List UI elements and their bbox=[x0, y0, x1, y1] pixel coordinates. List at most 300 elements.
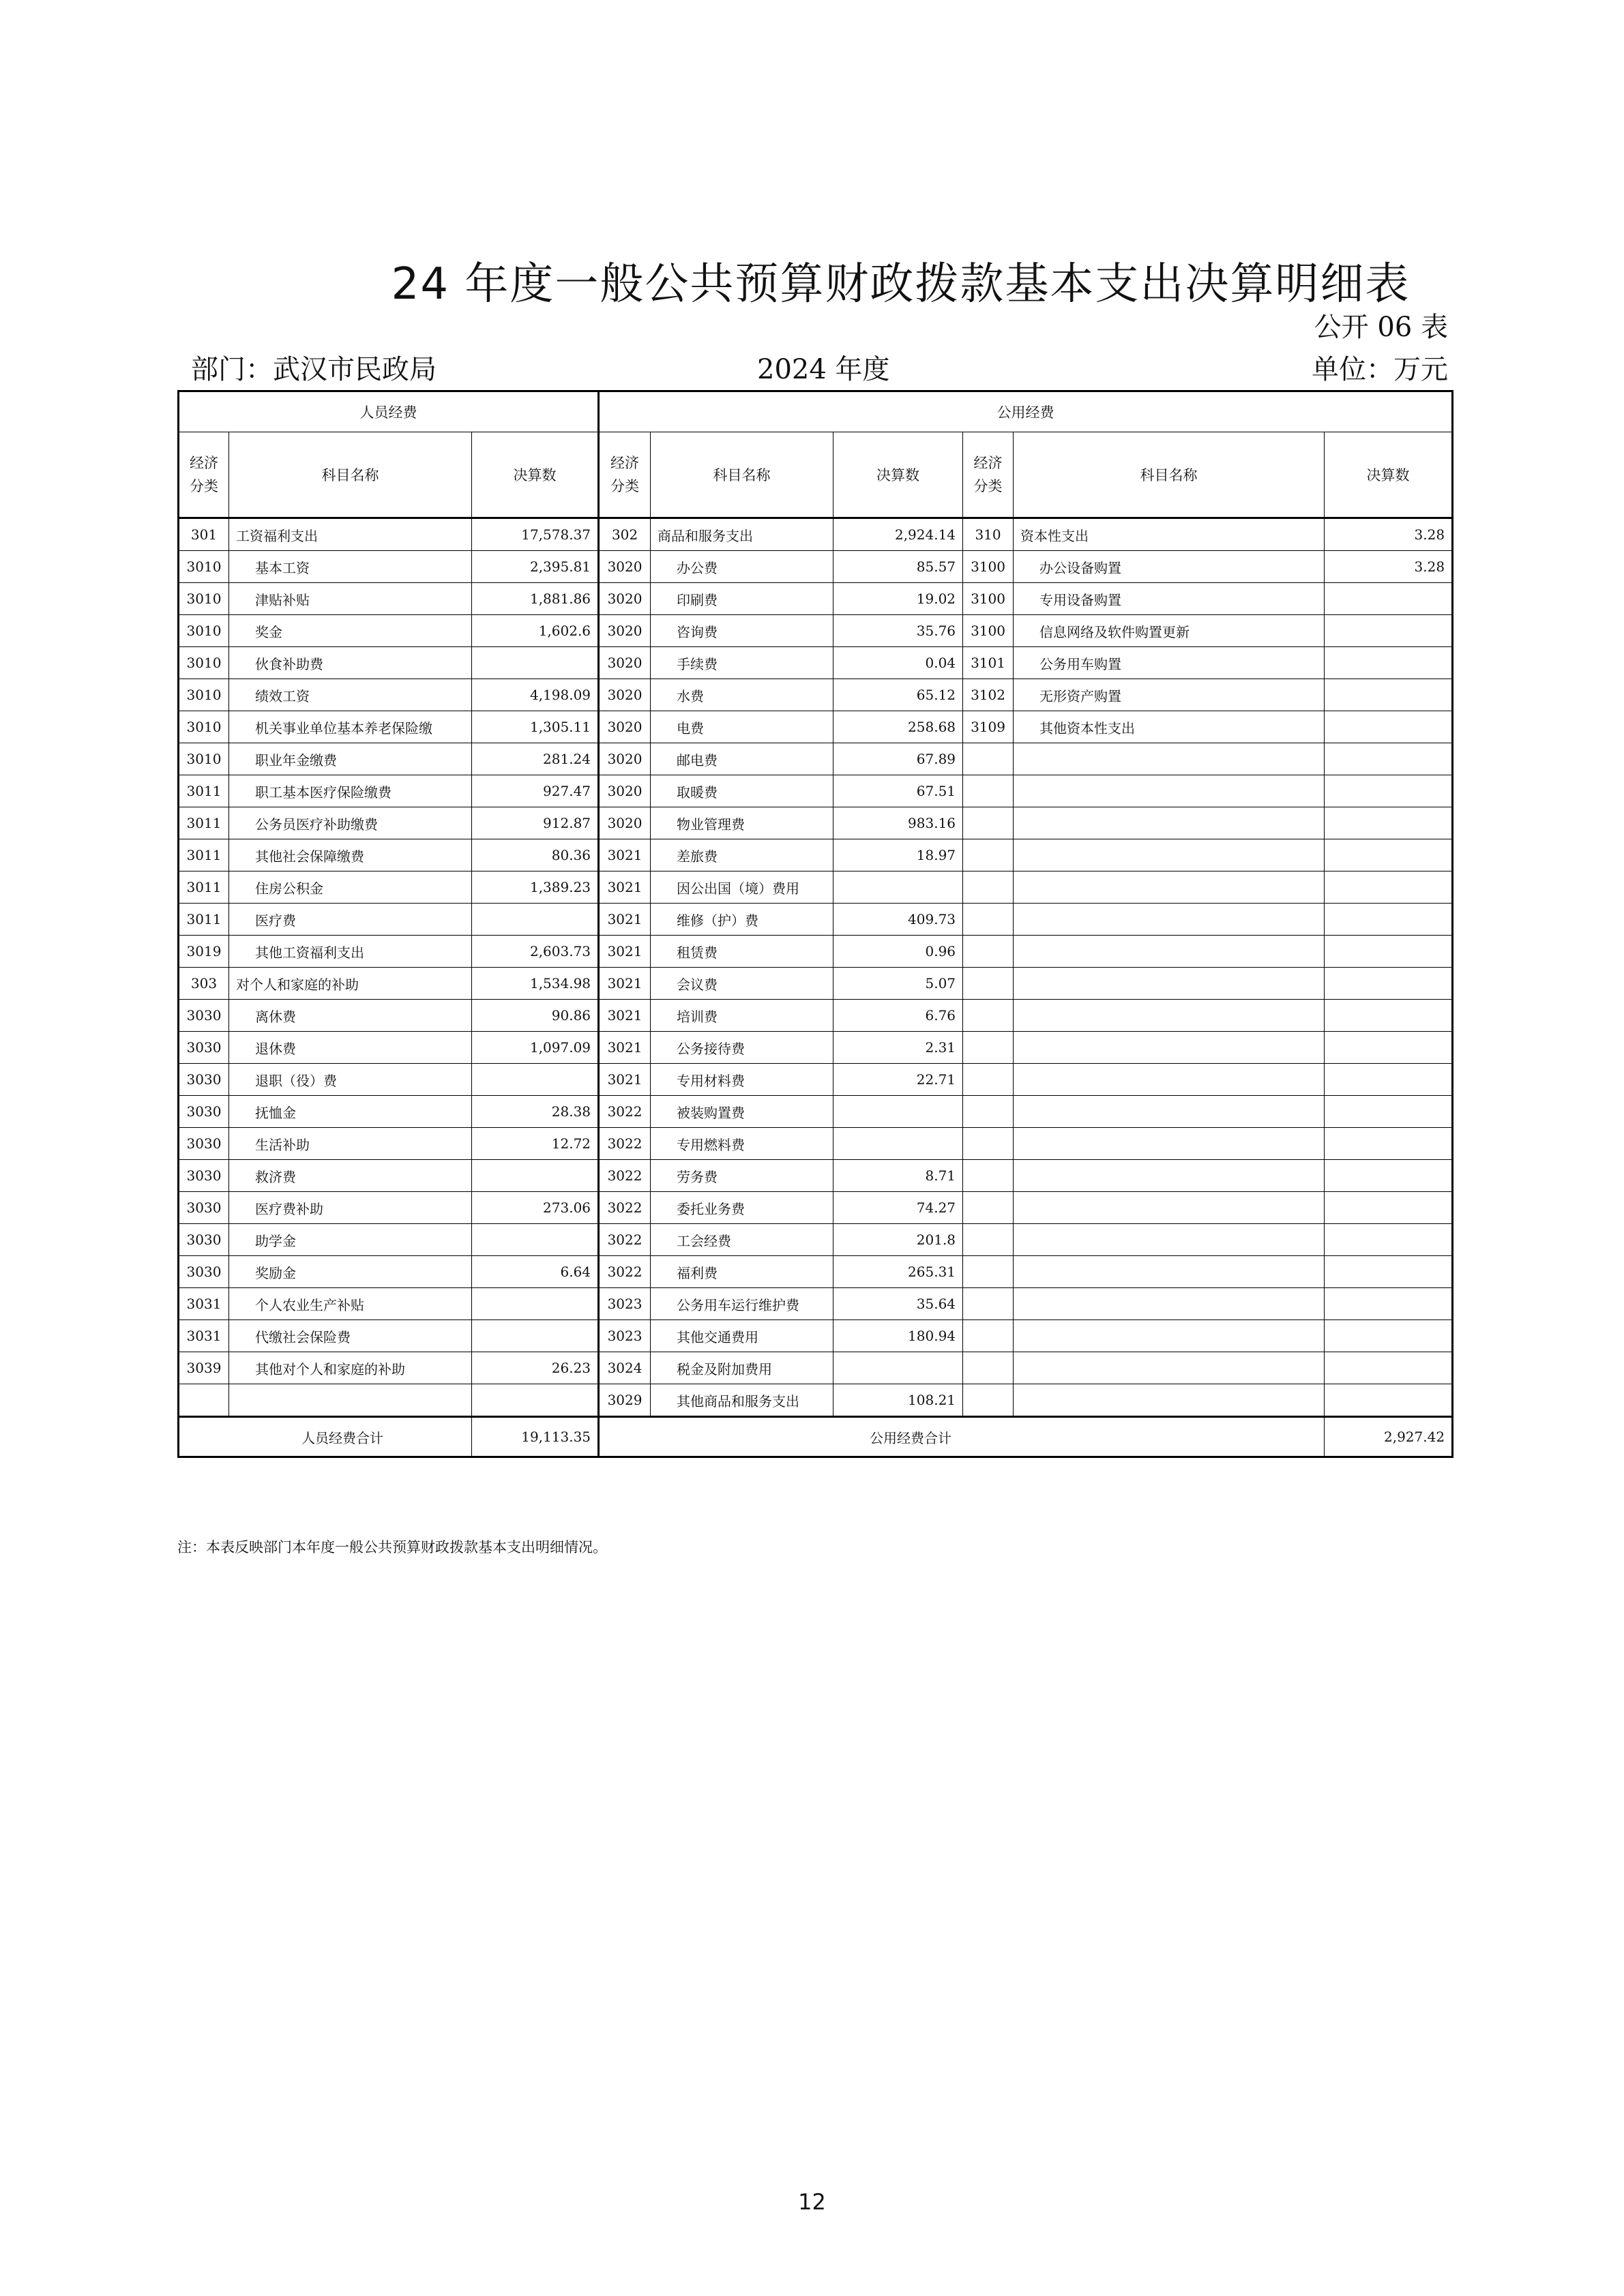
personnel-class-cell: 3030 bbox=[179, 1064, 229, 1096]
public-amount-cell: 201.8 bbox=[833, 1224, 963, 1256]
public-amount-cell: 2.31 bbox=[833, 1032, 963, 1064]
public-amount-cell: 18.97 bbox=[833, 839, 963, 871]
public-class-cell: 3020 bbox=[599, 711, 651, 743]
capital-amount-cell bbox=[1325, 871, 1453, 904]
public-class-cell: 3020 bbox=[599, 743, 651, 775]
unit-label: 单位：万元 bbox=[1312, 354, 1448, 385]
personnel-item-cell: 机关事业单位基本养老保险缴 bbox=[229, 711, 472, 743]
col-header-item: 科目名称 bbox=[651, 432, 833, 518]
table-code: 公开 06 表 bbox=[1314, 312, 1448, 343]
capital-class-cell bbox=[963, 1160, 1014, 1192]
personnel-amount-cell bbox=[472, 1160, 599, 1192]
table-row bbox=[179, 1032, 1453, 1064]
capital-amount-cell bbox=[1325, 839, 1453, 871]
capital-class-cell bbox=[963, 1320, 1014, 1352]
table-row bbox=[179, 1192, 1453, 1224]
capital-class-cell bbox=[963, 1352, 1014, 1384]
public-item-cell: 商品和服务支出 bbox=[651, 518, 833, 551]
capital-class-cell: 3100 bbox=[963, 583, 1014, 615]
capital-amount-cell bbox=[1325, 1256, 1453, 1288]
public-amount-cell: 5.07 bbox=[833, 968, 963, 1000]
capital-amount-cell bbox=[1325, 1192, 1453, 1224]
col-header-amount: 决算数 bbox=[472, 432, 599, 518]
personnel-amount-cell bbox=[472, 904, 599, 936]
capital-class-cell bbox=[963, 1000, 1014, 1032]
public-class-cell: 3020 bbox=[599, 775, 651, 807]
public-item-cell: 咨询费 bbox=[651, 615, 833, 647]
public-class-cell: 3021 bbox=[599, 1064, 651, 1096]
capital-class-cell: 3100 bbox=[963, 615, 1014, 647]
public-item-cell: 差旅费 bbox=[651, 839, 833, 871]
personnel-class-cell: 3010 bbox=[179, 711, 229, 743]
capital-amount-cell bbox=[1325, 615, 1453, 647]
capital-amount-cell bbox=[1325, 583, 1453, 615]
capital-item-cell: 公务用车购置 bbox=[1014, 647, 1325, 679]
capital-amount-cell bbox=[1325, 1320, 1453, 1352]
public-amount-cell bbox=[833, 1128, 963, 1160]
capital-item-cell bbox=[1014, 807, 1325, 839]
public-class-cell: 3023 bbox=[599, 1288, 651, 1320]
capital-class-cell bbox=[963, 1032, 1014, 1064]
public-item-cell: 手续费 bbox=[651, 647, 833, 679]
public-amount-cell: 65.12 bbox=[833, 679, 963, 711]
public-class-cell: 3024 bbox=[599, 1352, 651, 1384]
public-item-cell: 物业管理费 bbox=[651, 807, 833, 839]
personnel-class-cell bbox=[179, 1384, 229, 1417]
personnel-item-cell: 医疗费补助 bbox=[229, 1192, 472, 1224]
personnel-item-cell: 个人农业生产补贴 bbox=[229, 1288, 472, 1320]
public-class-cell: 3021 bbox=[599, 1000, 651, 1032]
personnel-class-cell: 3010 bbox=[179, 551, 229, 583]
personnel-class-cell: 3011 bbox=[179, 775, 229, 807]
col-header-class: 经济 分类 bbox=[179, 432, 229, 518]
capital-amount-cell bbox=[1325, 904, 1453, 936]
capital-amount-cell bbox=[1325, 1352, 1453, 1384]
personnel-item-cell: 退职（役）费 bbox=[229, 1064, 472, 1096]
public-class-cell: 3020 bbox=[599, 807, 651, 839]
public-item-cell: 因公出国（境）费用 bbox=[651, 871, 833, 904]
capital-class-cell: 3109 bbox=[963, 711, 1014, 743]
personnel-item-cell: 伙食补助费 bbox=[229, 647, 472, 679]
capital-item-cell bbox=[1014, 936, 1325, 968]
table-row bbox=[179, 1000, 1453, 1032]
public-amount-cell: 35.76 bbox=[833, 615, 963, 647]
personnel-amount-cell: 912.87 bbox=[472, 807, 599, 839]
personnel-class-cell: 3011 bbox=[179, 871, 229, 904]
public-amount-cell: 180.94 bbox=[833, 1320, 963, 1352]
public-item-cell: 专用燃料费 bbox=[651, 1128, 833, 1160]
capital-item-cell bbox=[1014, 968, 1325, 1000]
public-class-cell: 3021 bbox=[599, 904, 651, 936]
personnel-item-cell: 住房公积金 bbox=[229, 871, 472, 904]
personnel-item-cell: 生活补助 bbox=[229, 1128, 472, 1160]
public-item-cell: 维修（护）费 bbox=[651, 904, 833, 936]
personnel-class-cell: 3011 bbox=[179, 904, 229, 936]
public-item-cell: 会议费 bbox=[651, 968, 833, 1000]
table-row bbox=[179, 904, 1453, 936]
personnel-amount-cell bbox=[472, 647, 599, 679]
capital-class-cell bbox=[963, 1256, 1014, 1288]
table-row bbox=[179, 1096, 1453, 1128]
page-number: 12 bbox=[798, 2189, 826, 2215]
capital-item-cell bbox=[1014, 871, 1325, 904]
public-class-cell: 3021 bbox=[599, 936, 651, 968]
public-class-cell: 3022 bbox=[599, 1192, 651, 1224]
personnel-amount-cell bbox=[472, 1064, 599, 1096]
personnel-amount-cell bbox=[472, 1224, 599, 1256]
public-class-cell: 3022 bbox=[599, 1128, 651, 1160]
public-item-cell: 培训费 bbox=[651, 1000, 833, 1032]
capital-item-cell: 专用设备购置 bbox=[1014, 583, 1325, 615]
public-class-cell: 3022 bbox=[599, 1096, 651, 1128]
table-row bbox=[179, 518, 1453, 551]
public-item-cell: 被装购置费 bbox=[651, 1096, 833, 1128]
public-class-cell: 3023 bbox=[599, 1320, 651, 1352]
public-item-cell: 劳务费 bbox=[651, 1160, 833, 1192]
personnel-item-cell: 职业年金缴费 bbox=[229, 743, 472, 775]
table-row bbox=[179, 1128, 1453, 1160]
capital-item-cell bbox=[1014, 1160, 1325, 1192]
capital-item-cell bbox=[1014, 1000, 1325, 1032]
capital-class-cell: 3100 bbox=[963, 551, 1014, 583]
capital-class-cell bbox=[963, 839, 1014, 871]
personnel-class-cell: 3011 bbox=[179, 807, 229, 839]
capital-class-cell: 3102 bbox=[963, 679, 1014, 711]
personnel-item-cell: 其他对个人和家庭的补助 bbox=[229, 1352, 472, 1384]
capital-item-cell bbox=[1014, 1192, 1325, 1224]
public-item-cell: 其他交通费用 bbox=[651, 1320, 833, 1352]
public-item-cell: 福利费 bbox=[651, 1256, 833, 1288]
page-title: 24 年度一般公共预算财政拨款基本支出决算明细表 bbox=[391, 259, 1411, 310]
personnel-total-value: 19,113.35 bbox=[472, 1417, 599, 1457]
personnel-item-cell: 奖金 bbox=[229, 615, 472, 647]
public-amount-cell: 0.04 bbox=[833, 647, 963, 679]
table-row bbox=[179, 647, 1453, 679]
personnel-amount-cell: 1,097.09 bbox=[472, 1032, 599, 1064]
table-row bbox=[179, 1256, 1453, 1288]
personnel-item-cell: 基本工资 bbox=[229, 551, 472, 583]
capital-amount-cell bbox=[1325, 679, 1453, 711]
table-row bbox=[179, 839, 1453, 871]
public-class-cell: 302 bbox=[599, 518, 651, 551]
capital-class-cell bbox=[963, 775, 1014, 807]
capital-amount-cell bbox=[1325, 1224, 1453, 1256]
public-item-cell: 租赁费 bbox=[651, 936, 833, 968]
capital-item-cell bbox=[1014, 1064, 1325, 1096]
capital-item-cell bbox=[1014, 1256, 1325, 1288]
capital-amount-cell bbox=[1325, 1064, 1453, 1096]
capital-item-cell: 无形资产购置 bbox=[1014, 679, 1325, 711]
capital-class-cell bbox=[963, 1384, 1014, 1417]
public-class-cell: 3021 bbox=[599, 1032, 651, 1064]
public-amount-cell: 67.51 bbox=[833, 775, 963, 807]
capital-class-cell: 310 bbox=[963, 518, 1014, 551]
public-amount-cell: 265.31 bbox=[833, 1256, 963, 1288]
personnel-amount-cell bbox=[472, 1288, 599, 1320]
personnel-class-cell: 3010 bbox=[179, 743, 229, 775]
personnel-class-cell: 3031 bbox=[179, 1320, 229, 1352]
personnel-class-cell: 3030 bbox=[179, 1160, 229, 1192]
public-item-cell: 委托业务费 bbox=[651, 1192, 833, 1224]
capital-item-cell bbox=[1014, 1384, 1325, 1417]
personnel-class-cell: 3030 bbox=[179, 1192, 229, 1224]
public-item-cell: 水费 bbox=[651, 679, 833, 711]
public-amount-cell: 2,924.14 bbox=[833, 518, 963, 551]
personnel-class-cell: 3039 bbox=[179, 1352, 229, 1384]
personnel-amount-cell: 80.36 bbox=[472, 839, 599, 871]
capital-item-cell bbox=[1014, 775, 1325, 807]
personnel-amount-cell: 6.64 bbox=[472, 1256, 599, 1288]
col-header-amount: 决算数 bbox=[1325, 432, 1453, 518]
capital-amount-cell bbox=[1325, 647, 1453, 679]
capital-item-cell: 办公设备购置 bbox=[1014, 551, 1325, 583]
capital-amount-cell bbox=[1325, 1288, 1453, 1320]
table-row bbox=[179, 936, 1453, 968]
year-label: 2024 年度 bbox=[757, 354, 890, 385]
capital-class-cell bbox=[963, 1288, 1014, 1320]
table-row bbox=[179, 775, 1453, 807]
public-amount-cell bbox=[833, 1352, 963, 1384]
capital-class-cell bbox=[963, 807, 1014, 839]
public-class-cell: 3020 bbox=[599, 647, 651, 679]
capital-class-cell bbox=[963, 871, 1014, 904]
personnel-class-cell: 301 bbox=[179, 518, 229, 551]
public-amount-cell: 22.71 bbox=[833, 1064, 963, 1096]
capital-amount-cell bbox=[1325, 968, 1453, 1000]
personnel-class-cell: 3030 bbox=[179, 1256, 229, 1288]
public-amount-cell: 108.21 bbox=[833, 1384, 963, 1417]
capital-amount-cell bbox=[1325, 1032, 1453, 1064]
personnel-class-cell: 3019 bbox=[179, 936, 229, 968]
capital-amount-cell bbox=[1325, 936, 1453, 968]
public-class-cell: 3020 bbox=[599, 583, 651, 615]
public-amount-cell: 67.89 bbox=[833, 743, 963, 775]
public-item-cell: 公务用车运行维护费 bbox=[651, 1288, 833, 1320]
public-class-cell: 3022 bbox=[599, 1256, 651, 1288]
capital-item-cell bbox=[1014, 1224, 1325, 1256]
capital-class-cell bbox=[963, 1224, 1014, 1256]
capital-class-cell bbox=[963, 1128, 1014, 1160]
col-header-item: 科目名称 bbox=[1014, 432, 1325, 518]
capital-item-cell: 信息网络及软件购置更新 bbox=[1014, 615, 1325, 647]
public-amount-cell: 19.02 bbox=[833, 583, 963, 615]
personnel-class-cell: 3011 bbox=[179, 839, 229, 871]
expenditure-table bbox=[177, 390, 1453, 1458]
capital-item-cell bbox=[1014, 1320, 1325, 1352]
personnel-class-cell: 3010 bbox=[179, 647, 229, 679]
table-row bbox=[179, 1384, 1453, 1417]
table-row bbox=[179, 1160, 1453, 1192]
public-amount-cell: 6.76 bbox=[833, 1000, 963, 1032]
col-header-class: 经济 分类 bbox=[963, 432, 1014, 518]
personnel-amount-cell: 281.24 bbox=[472, 743, 599, 775]
col-header-item: 科目名称 bbox=[229, 432, 472, 518]
personnel-class-cell: 3010 bbox=[179, 583, 229, 615]
personnel-class-cell: 3031 bbox=[179, 1288, 229, 1320]
personnel-amount-cell: 4,198.09 bbox=[472, 679, 599, 711]
table-row bbox=[179, 1288, 1453, 1320]
personnel-item-cell: 其他工资福利支出 bbox=[229, 936, 472, 968]
table-row bbox=[179, 871, 1453, 904]
capital-amount-cell bbox=[1325, 1000, 1453, 1032]
capital-class-cell: 3101 bbox=[963, 647, 1014, 679]
capital-class-cell bbox=[963, 1096, 1014, 1128]
public-amount-cell bbox=[833, 871, 963, 904]
public-item-cell: 电费 bbox=[651, 711, 833, 743]
public-item-cell: 邮电费 bbox=[651, 743, 833, 775]
personnel-amount-cell: 12.72 bbox=[472, 1128, 599, 1160]
public-item-cell: 其他商品和服务支出 bbox=[651, 1384, 833, 1417]
capital-item-cell bbox=[1014, 1352, 1325, 1384]
table-row bbox=[179, 1064, 1453, 1096]
capital-class-cell bbox=[963, 968, 1014, 1000]
personnel-class-cell: 3030 bbox=[179, 1224, 229, 1256]
personnel-item-cell: 救济费 bbox=[229, 1160, 472, 1192]
public-amount-cell: 983.16 bbox=[833, 807, 963, 839]
public-item-cell: 专用材料费 bbox=[651, 1064, 833, 1096]
capital-item-cell: 其他资本性支出 bbox=[1014, 711, 1325, 743]
capital-class-cell bbox=[963, 743, 1014, 775]
table-row bbox=[179, 1224, 1453, 1256]
col-header-amount: 决算数 bbox=[833, 432, 963, 518]
personnel-amount-cell: 1,602.6 bbox=[472, 615, 599, 647]
capital-item-cell bbox=[1014, 904, 1325, 936]
capital-amount-cell: 3.28 bbox=[1325, 551, 1453, 583]
public-item-cell: 税金及附加费用 bbox=[651, 1352, 833, 1384]
footnote: 注：本表反映部门本年度一般公共预算财政拨款基本支出明细情况。 bbox=[177, 1539, 607, 1555]
table-row bbox=[179, 1320, 1453, 1352]
public-amount-cell: 258.68 bbox=[833, 711, 963, 743]
public-item-cell: 公务接待费 bbox=[651, 1032, 833, 1064]
table-row bbox=[179, 679, 1453, 711]
personnel-amount-cell: 273.06 bbox=[472, 1192, 599, 1224]
public-amount-cell: 409.73 bbox=[833, 904, 963, 936]
public-class-cell: 3021 bbox=[599, 968, 651, 1000]
public-total-label: 公用经费合计 bbox=[599, 1417, 1325, 1457]
personnel-total-label: 人员经费合计 bbox=[179, 1417, 472, 1457]
personnel-class-cell: 3030 bbox=[179, 1032, 229, 1064]
public-class-cell: 3021 bbox=[599, 839, 651, 871]
capital-class-cell bbox=[963, 1192, 1014, 1224]
table-row bbox=[179, 743, 1453, 775]
col-header-class: 经济 分类 bbox=[599, 432, 651, 518]
personnel-amount-cell: 1,305.11 bbox=[472, 711, 599, 743]
capital-amount-cell bbox=[1325, 1384, 1453, 1417]
capital-item-cell bbox=[1014, 743, 1325, 775]
personnel-item-cell: 助学金 bbox=[229, 1224, 472, 1256]
personnel-item-cell: 奖励金 bbox=[229, 1256, 472, 1288]
public-item-cell: 取暖费 bbox=[651, 775, 833, 807]
personnel-item-cell: 代缴社会保险费 bbox=[229, 1320, 472, 1352]
public-item-cell: 工会经费 bbox=[651, 1224, 833, 1256]
personnel-class-cell: 3030 bbox=[179, 1128, 229, 1160]
personnel-class-cell: 3010 bbox=[179, 679, 229, 711]
personnel-item-cell: 医疗费 bbox=[229, 904, 472, 936]
personnel-item-cell: 离休费 bbox=[229, 1000, 472, 1032]
personnel-item-cell: 抚恤金 bbox=[229, 1096, 472, 1128]
personnel-amount-cell: 2,395.81 bbox=[472, 551, 599, 583]
personnel-item-cell: 职工基本医疗保险缴费 bbox=[229, 775, 472, 807]
table-row bbox=[179, 1352, 1453, 1384]
capital-item-cell bbox=[1014, 1096, 1325, 1128]
personnel-class-cell: 3030 bbox=[179, 1000, 229, 1032]
public-item-cell: 办公费 bbox=[651, 551, 833, 583]
capital-item-cell bbox=[1014, 1288, 1325, 1320]
capital-amount-cell bbox=[1325, 711, 1453, 743]
table-row bbox=[179, 551, 1453, 583]
capital-class-cell bbox=[963, 904, 1014, 936]
public-class-cell: 3029 bbox=[599, 1384, 651, 1417]
table-row bbox=[179, 807, 1453, 839]
personnel-class-cell: 303 bbox=[179, 968, 229, 1000]
personnel-item-cell bbox=[229, 1384, 472, 1417]
personnel-amount-cell: 1,389.23 bbox=[472, 871, 599, 904]
personnel-amount-cell: 28.38 bbox=[472, 1096, 599, 1128]
personnel-amount-cell bbox=[472, 1320, 599, 1352]
public-total-value: 2,927.42 bbox=[1325, 1417, 1453, 1457]
personnel-item-cell: 其他社会保障缴费 bbox=[229, 839, 472, 871]
group-header-public: 公用经费 bbox=[599, 391, 1453, 432]
table-row bbox=[179, 711, 1453, 743]
personnel-amount-cell: 927.47 bbox=[472, 775, 599, 807]
capital-amount-cell bbox=[1325, 807, 1453, 839]
public-class-cell: 3020 bbox=[599, 615, 651, 647]
personnel-class-cell: 3010 bbox=[179, 615, 229, 647]
personnel-class-cell: 3030 bbox=[179, 1096, 229, 1128]
capital-amount-cell bbox=[1325, 1096, 1453, 1128]
personnel-amount-cell: 2,603.73 bbox=[472, 936, 599, 968]
public-amount-cell: 85.57 bbox=[833, 551, 963, 583]
personnel-amount-cell bbox=[472, 1384, 599, 1417]
capital-amount-cell bbox=[1325, 743, 1453, 775]
public-class-cell: 3022 bbox=[599, 1224, 651, 1256]
capital-item-cell bbox=[1014, 1032, 1325, 1064]
group-header-personnel: 人员经费 bbox=[179, 391, 599, 432]
capital-amount-cell bbox=[1325, 1160, 1453, 1192]
personnel-item-cell: 对个人和家庭的补助 bbox=[229, 968, 472, 1000]
public-class-cell: 3020 bbox=[599, 551, 651, 583]
capital-class-cell bbox=[963, 936, 1014, 968]
public-amount-cell: 74.27 bbox=[833, 1192, 963, 1224]
capital-amount-cell bbox=[1325, 1128, 1453, 1160]
capital-amount-cell bbox=[1325, 775, 1453, 807]
personnel-item-cell: 津贴补贴 bbox=[229, 583, 472, 615]
personnel-amount-cell: 26.23 bbox=[472, 1352, 599, 1384]
capital-item-cell bbox=[1014, 839, 1325, 871]
public-amount-cell: 8.71 bbox=[833, 1160, 963, 1192]
department-label: 部门：武汉市民政局 bbox=[191, 354, 437, 385]
public-amount-cell: 35.64 bbox=[833, 1288, 963, 1320]
public-amount-cell bbox=[833, 1096, 963, 1128]
personnel-amount-cell: 17,578.37 bbox=[472, 518, 599, 551]
table-row bbox=[179, 968, 1453, 1000]
public-class-cell: 3022 bbox=[599, 1160, 651, 1192]
personnel-item-cell: 公务员医疗补助缴费 bbox=[229, 807, 472, 839]
personnel-item-cell: 退休费 bbox=[229, 1032, 472, 1064]
table-row bbox=[179, 615, 1453, 647]
personnel-item-cell: 绩效工资 bbox=[229, 679, 472, 711]
public-amount-cell: 0.96 bbox=[833, 936, 963, 968]
capital-amount-cell: 3.28 bbox=[1325, 518, 1453, 551]
capital-item-cell: 资本性支出 bbox=[1014, 518, 1325, 551]
public-class-cell: 3021 bbox=[599, 871, 651, 904]
capital-class-cell bbox=[963, 1064, 1014, 1096]
public-class-cell: 3020 bbox=[599, 679, 651, 711]
personnel-amount-cell: 90.86 bbox=[472, 1000, 599, 1032]
capital-item-cell bbox=[1014, 1128, 1325, 1160]
personnel-amount-cell: 1,881.86 bbox=[472, 583, 599, 615]
personnel-item-cell: 工资福利支出 bbox=[229, 518, 472, 551]
